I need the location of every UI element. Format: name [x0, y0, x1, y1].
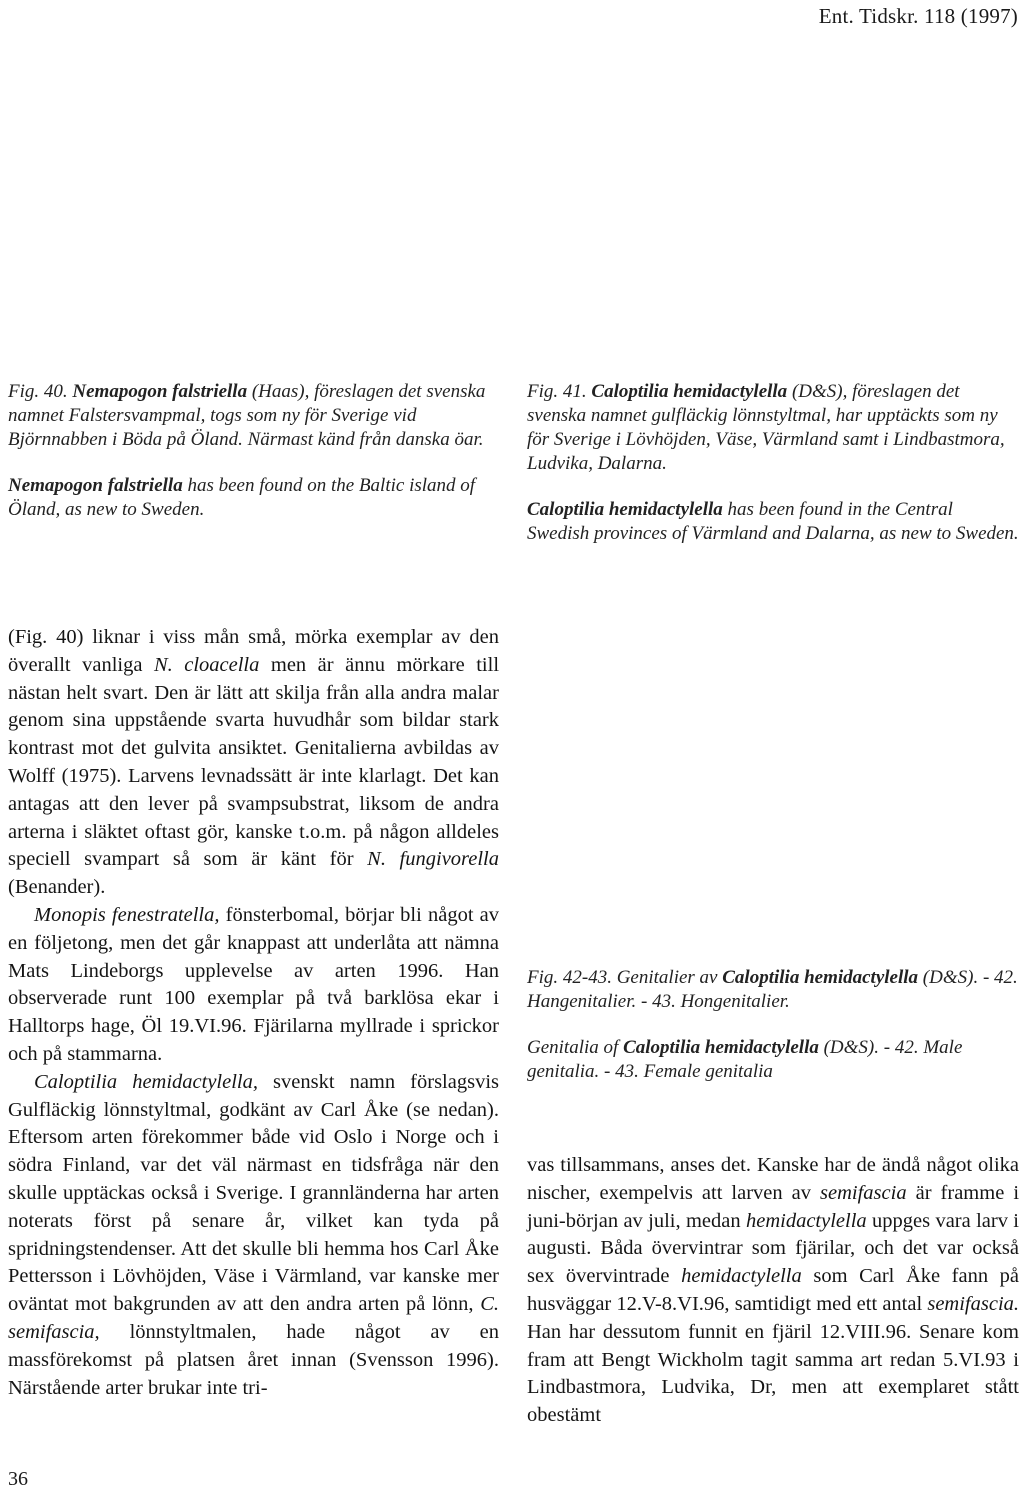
species-name: semifascia	[820, 1181, 907, 1204]
fig42-43-caption-english	[527, 1036, 1019, 1084]
fig40-label: Fig. 40.	[8, 381, 68, 402]
text-run: uppges vara larv i augusti. Båda övervintrar som fjärilar, och det var också sex övervintrade	[527, 1209, 1019, 1288]
fig40-english-text: has been found on the Baltic island of Öland, as new to Sweden.	[8, 475, 476, 520]
fig40-species: Nemapogon falstriella	[72, 381, 248, 402]
fig42-43-label: Fig. 42-43. Genitalier av	[527, 967, 718, 988]
text-run: fönsterbomal, börjar bli något av en följetong, men det går knappast att underlåta att nämna Mats Lindeborgs upplevelse av arten 1996. Han observerade runt 100 exemplar på två barklösa ekar i Halltorps hage, Öl 19.VI.96. Fjärilarna myllrade i sprickor och på stammarna.	[8, 903, 500, 1065]
species-name: hemidactylella	[745, 1209, 867, 1232]
species-name: Caloptilia hemidactylella,	[34, 1070, 258, 1093]
fig41-caption-swedish	[527, 380, 1019, 476]
paragraph-continued	[527, 1152, 1019, 1430]
text-run: som Carl Åke fann på husväggar 12.V-8.VI.96, samtidigt med ett antal	[527, 1265, 1020, 1315]
paragraph-monopis	[8, 902, 499, 1069]
fig41-species: Caloptilia hemidactylella	[591, 381, 788, 402]
text-run: är framme i juni-början av juli, medan	[527, 1181, 1020, 1232]
fig41-english-text: has been found in the Central Swedish provinces of Värmland and Dalarna, as new to Sweden.	[527, 499, 1019, 544]
fig40-caption	[8, 380, 500, 522]
text-run: lönnstyltmalen, hade något av en massförekomst på platsen året innan (Svensson 1996). Närstående arter brukar inte tri-	[8, 1320, 500, 1399]
text-run: (Benander).	[8, 876, 106, 899]
fig40-english-species: Nemapogon falstriella	[8, 475, 183, 496]
fig42-43-species: Caloptilia hemidactylella	[722, 967, 919, 988]
fig40-swedish-text: (Haas), föreslagen det svenska namnet Falstersvampmal, togs som ny för Sverige vid Björnnabben i Böda på Öland. Närmast känd från danska öar.	[8, 381, 486, 450]
fig42-43-caption	[527, 966, 1019, 1084]
fig41-english-species: Caloptilia hemidactylella	[527, 499, 723, 520]
paragraph-nemapogon	[8, 624, 499, 902]
text-run: (Fig. 40) liknar i viss mån små, mörka exemplar av den överallt vanliga	[8, 626, 499, 676]
species-name: hemidactylella	[681, 1265, 802, 1288]
text-run: Han har dessutom funnit en fjäril 12.VIII.96. Senare kom fram att Bengt Wickholm tagit samma art redan 5.VI.93 i Lindbastmora, Ludvika, Dr, men att exemplaret stått obestämt	[527, 1320, 1019, 1427]
fig42-43-english-text: (D&S). - 42. Male genitalia. - 43. Female genitalia	[527, 1037, 963, 1082]
left-body-column	[8, 624, 499, 1402]
journal-header: Ent. Tidskr. 118 (1997)	[818, 4, 1018, 28]
fig41-caption-english	[527, 498, 1019, 546]
fig41-swedish-text: (D&S), föreslagen det svenska namnet gulfläckig lönnstyltmal, har upptäckts som ny för Sverige i Lövhöjden, Väse, Värmland samt i Lindbastmora, Ludvika, Dalarna.	[527, 381, 1005, 474]
fig42-43-swedish-text: (D&S). - 42. Hangenitalier. - 43. Hongenitalier.	[527, 967, 1018, 1012]
fig40-caption-swedish	[8, 380, 500, 452]
paragraph-caloptilia	[8, 1069, 499, 1403]
species-name: C. semifascia,	[8, 1293, 500, 1343]
fig42-43-english-label: Genitalia of	[527, 1037, 619, 1058]
fig42-43-caption-swedish	[527, 966, 1019, 1014]
species-name: semifascia.	[927, 1292, 1020, 1315]
text-run: svenskt namn förslagsvis Gulfläckig lönnstyltmal, godkänt av Carl Åke (se nedan). Eftersom arten förekommer både vid Oslo i Norge och i södra Finland, var det väl närmast en tidsfråga när den skulle upptäckas också i Sverige. I grannländerna har arten noterats först på senare år, vilket kan tyda på spridningstendenser. Att det skulle bli hemma hos Carl Åke Pettersson i Lövhöjden, Väse i Värmland, var kanske mer oväntat mot bakgrunden av att den andra arten på lönn,	[8, 1070, 499, 1316]
right-body-column	[527, 1152, 1019, 1430]
text-run: men är ännu mörkare till nästan helt svart. Den är lätt att skilja från alla andra malar genom sina uppstående svarta huvudhår som bildar stark kontrast mot det gulvita ansiktet. Genitalierna avbildas av Wolff (1975). Larvens levnadssätt är inte klarlagt. Det kan antagas att den lever på svampsubstrat, liksom de andra arterna i släktet oftast gör, kanske t.o.m. på någon alldeles speciell svampart så som är känt för	[8, 653, 500, 871]
species-name: N. fungivorella	[367, 848, 499, 871]
fig41-caption	[527, 380, 1019, 546]
fig40-caption-english	[8, 474, 500, 522]
species-name: Monopis fenestratella,	[34, 903, 220, 926]
text-run: vas tillsammans, anses det. Kanske har de ändå något olika nischer, exempelvis att larven av	[527, 1154, 1019, 1204]
species-name: N. cloacella	[153, 653, 260, 676]
fig42-43-english-species: Caloptilia hemidactylella	[623, 1037, 819, 1058]
fig41-label: Fig. 41.	[527, 381, 587, 402]
page-number: 36	[8, 1468, 28, 1490]
